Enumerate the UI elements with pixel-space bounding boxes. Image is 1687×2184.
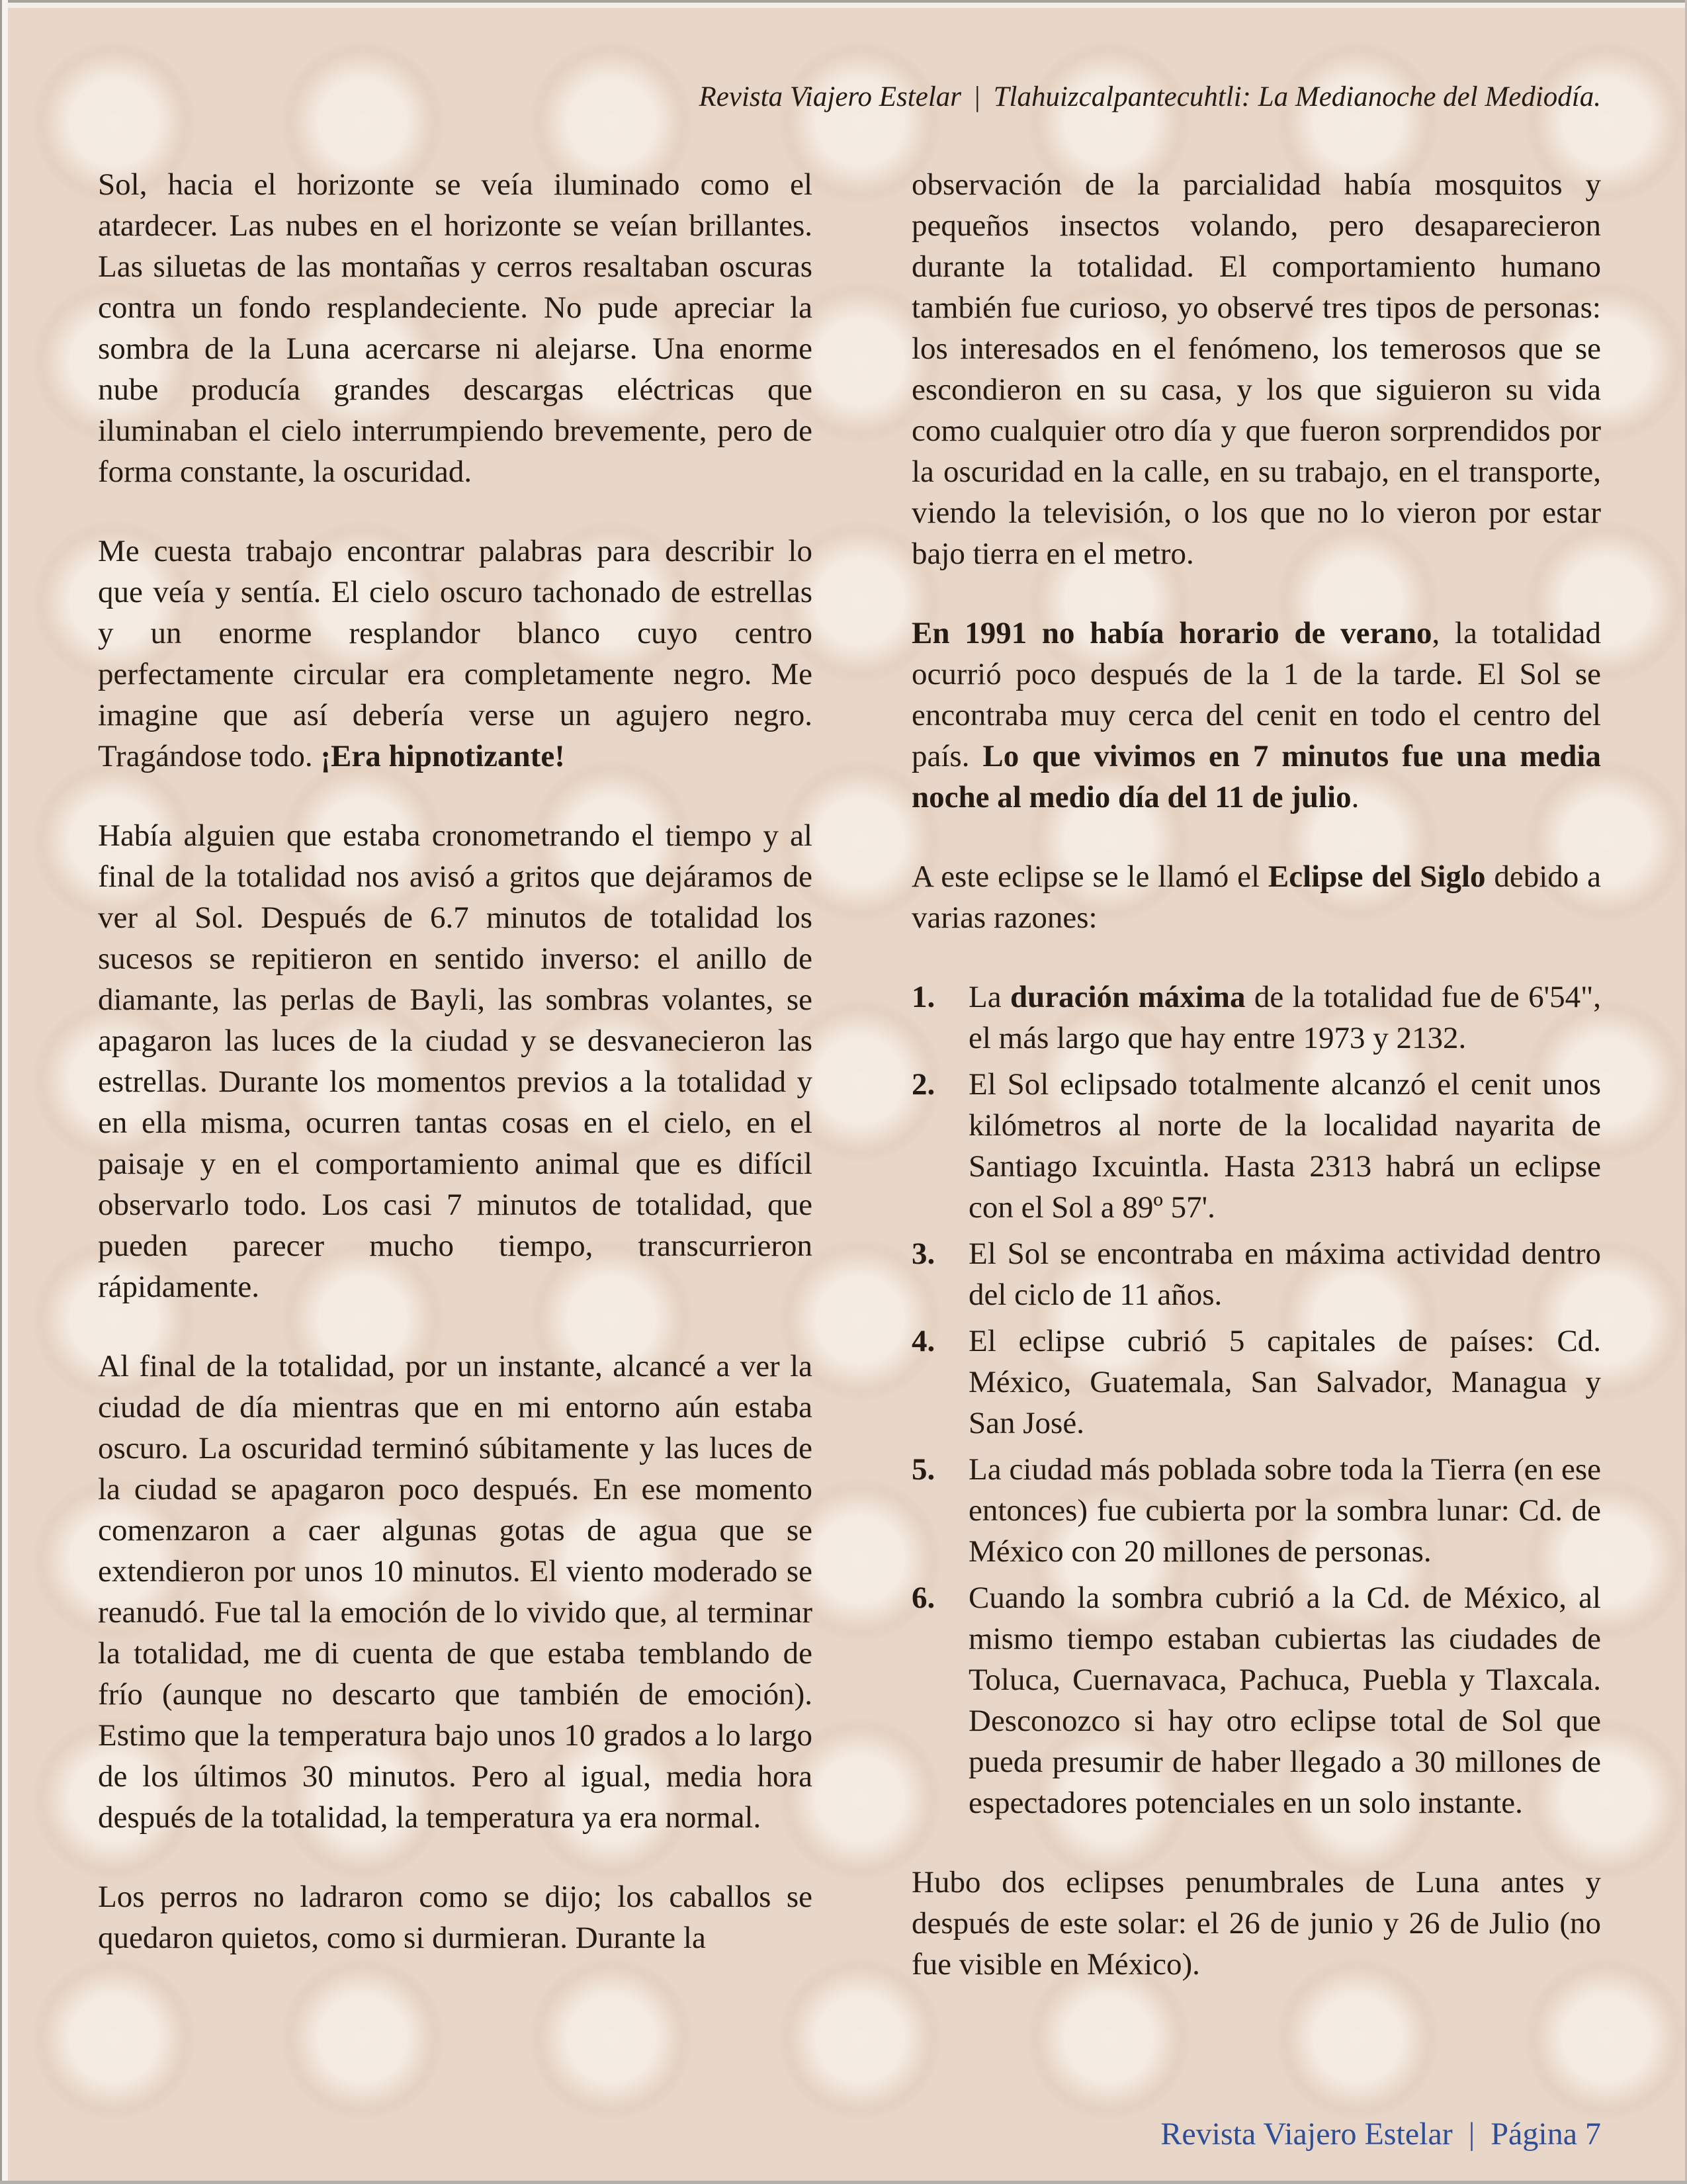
list-item-number: 5. — [912, 1452, 935, 1487]
footer-separator: | — [1468, 2117, 1475, 2152]
list-item-number: 6. — [912, 1581, 935, 1615]
two-column-layout — [98, 164, 1601, 1985]
list-item-text — [969, 977, 1601, 1059]
left-column — [98, 164, 812, 1958]
scan-edge-left — [0, 0, 8, 2184]
text-segment: debido a varias razones: — [912, 859, 1602, 935]
page-content — [98, 78, 1601, 1985]
list-item — [912, 1064, 1601, 1228]
paragraph: Al final de la totalidad, por un instante, alcancé a ver la ciudad de día mientras que en mi entorno aún estaba oscuro. La oscuridad terminó súbitamente y las luces de la ciudad se apagaron poco después. En ese momento comenzaron a caer algunas gotas de agua que se extendieron por unos 10 minutos. El viento moderado se reanudó. Fue tal la emoción de lo vivido que, al terminar la totalidad, me di cuenta de que estaba temblando de frío (aunque no descarto que también de emoción). Estimo que la temperatura bajo unos 10 grados a lo largo de los últimos 30 minutos. Pero al igual, media hora después de la totalidad, la temperatura ya era normal. — [98, 1349, 812, 1835]
scan-edge-bottom — [0, 2181, 1687, 2184]
header-article-title: Tlahuizcalpantecuhtli: La Medianoche del Mediodía. — [993, 81, 1601, 112]
page-header — [98, 78, 1601, 116]
text-segment: La — [969, 980, 1010, 1014]
bold-phrase: Lo que vivimos en 7 minutos fue una media noche al medio día del 11 de julio — [912, 739, 1601, 814]
list-item — [912, 1449, 1601, 1572]
bold-phrase: Eclipse del Siglo — [1268, 859, 1486, 894]
bold-phrase: ¡Era hipnotizante! — [320, 739, 565, 773]
right-column — [912, 164, 1601, 1985]
list-item-text: La ciudad más poblada sobre toda la Tierra (en ese entonces) fue cubierta por la sombra lunar: Cd. de México con 20 millones de personas. — [969, 1452, 1601, 1569]
text-segment: Me cuesta trabajo encontrar palabras para describir lo que veía y sentía. El cielo oscuro tachonado de estrellas y un enorme resplandor blanco cuyo centro perfectamente circular era completamente negro. Me imagine que así debería verse un agujero negro. Tragándose todo. — [98, 534, 812, 773]
list-item — [912, 977, 1601, 1059]
text-segment: , la totalidad ocurrió poco después de la 1 de la tarde. El Sol se encontraba muy cerca del cenit en todo el centro del país. — [912, 616, 1601, 773]
numbered-list — [912, 977, 1601, 1823]
list-item — [912, 1577, 1601, 1823]
scan-edge-top-white — [0, 3, 1687, 8]
header-separator: | — [974, 81, 980, 112]
bold-phrase: En 1991 no había horario de verano — [912, 616, 1432, 650]
list-item-text: El eclipse cubrió 5 capitales de países: Cd. México, Guatemala, San Salvador, Managua y San José. — [969, 1324, 1601, 1440]
text-segment: A este eclipse se le llamó el — [912, 859, 1268, 894]
list-item-text: El Sol eclipsado totalmente alcanzó el cenit unos kilómetros al norte de la localidad nayarita de Santiago Ixcuintla. Hasta 2313 habrá un eclipse con el Sol a 89º 57'. — [969, 1067, 1601, 1225]
paragraph: Los perros no ladraron como se dijo; los caballos se quedaron quietos, como si durmieran. Durante la — [98, 1880, 812, 1955]
header-brand: Revista Viajero Estelar — [699, 81, 962, 112]
list-item-number: 2. — [912, 1067, 935, 1102]
text-segment: . — [1351, 780, 1360, 814]
list-item — [912, 1321, 1601, 1444]
bold-phrase: duración máxima — [1010, 980, 1246, 1014]
footer-page-number: Página 7 — [1491, 2117, 1601, 2152]
list-item — [912, 1233, 1601, 1315]
list-item-number: 4. — [912, 1324, 935, 1358]
paragraph — [912, 613, 1601, 818]
list-item-number: 1. — [912, 980, 935, 1014]
paragraph — [98, 531, 812, 777]
paragraph: Hubo dos eclipses penumbrales de Luna antes y después de este solar: el 26 de junio y 26 de Julio (no fue visible en México). — [912, 1865, 1601, 1982]
list-item-number: 3. — [912, 1237, 935, 1271]
paragraph: observación de la parcialidad había mosquitos y pequeños insectos volando, pero desaparecieron durante la totalidad. El comportamiento humano también fue curioso, yo observé tres tipos de personas: los interesados en el fenómeno, los temerosos que se escondieron en su casa, y los que siguieron su vida como cualquier otro día y que fueron sorprendidos por la oscuridad en la calle, en su trabajo, en el transporte, viendo la televisión, o los que no lo vieron por estar bajo tierra en el metro. — [912, 167, 1601, 571]
paragraph: Había alguien que estaba cronometrando el tiempo y al final de la totalidad nos avisó a gritos que dejáramos de ver al Sol. Después de 6.7 minutos de totalidad los sucesos se repitieron en sentido inverso: el anillo de diamante, las perlas de Bayli, las sombras volantes, se apagaron las luces de la ciudad y se desvanecieron las estrellas. Durante los momentos previos a la totalidad y en ella misma, ocurren tantas cosas en el cielo, en el paisaje y en el comportamiento animal que es difícil observarlo todo. Los casi 7 minutos de totalidad, que pueden parecer mucho tiempo, transcurrieron rápidamente. — [98, 818, 812, 1304]
list-item-text: Cuando la sombra cubrió a la Cd. de México, al mismo tiempo estaban cubiertas las ciudades de Toluca, Cuernavaca, Pachuca, Puebla y Tlaxcala. Desconozco si hay otro eclipse total de Sol que pueda presumir de haber llegado a 30 millones de espectadores potenciales en un solo instante. — [969, 1581, 1601, 1820]
text-segment: de la totalidad fue de 6'54", el más largo que hay entre 1973 y 2132. — [969, 980, 1602, 1055]
footer-brand: Revista Viajero Estelar — [1160, 2117, 1453, 2152]
paragraph: Sol, hacia el horizonte se veía iluminado como el atardecer. Las nubes en el horizonte se veían brillantes. Las siluetas de las montañas y cerros resaltaban oscuras contra un fondo resplandeciente. No pude apreciar la sombra de la Luna acercarse ni alejarse. Una enorme nube producía grandes descargas eléctricas que iluminaban el cielo interrumpiendo brevemente, pero de forma constante, la oscuridad. — [98, 167, 812, 489]
page-footer — [1160, 2115, 1601, 2154]
list-item-text: El Sol se encontraba en máxima actividad dentro del ciclo de 11 años. — [969, 1237, 1601, 1312]
paragraph — [912, 856, 1601, 938]
